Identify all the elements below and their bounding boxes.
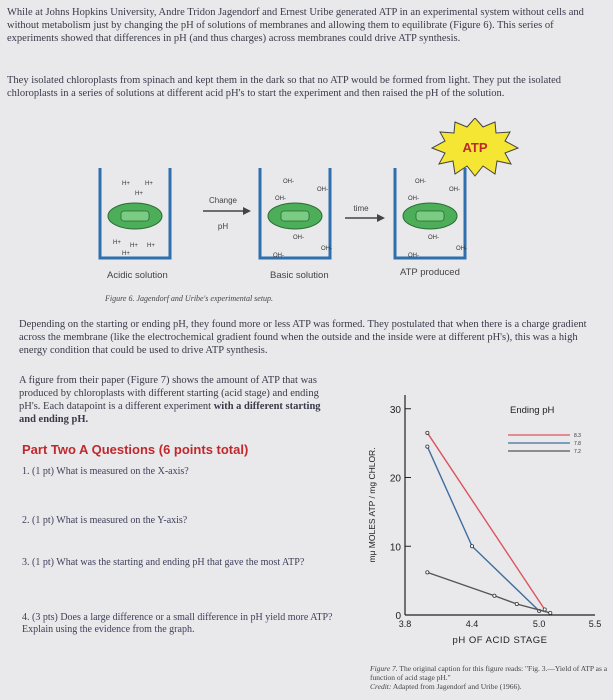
x-axis-label: pH OF ACID STAGE	[452, 635, 548, 646]
y-tick-label: 20	[389, 473, 401, 485]
p4-bold: with a different starting and ending pH.	[19, 401, 321, 425]
x-tick-label: 5.0	[532, 619, 546, 629]
oh-ion: OH-	[317, 187, 328, 193]
atp-produced-label: ATP produced	[400, 267, 460, 278]
oh-ion: OH-	[408, 196, 419, 202]
basic-solution-label: Basic solution	[270, 270, 329, 281]
data-point	[549, 611, 552, 614]
h-ion: H+	[147, 243, 155, 249]
atp-burst	[432, 118, 518, 176]
beaker-acidic	[100, 168, 170, 258]
x-tick-label: 4.4	[465, 619, 479, 629]
beaker-basic	[260, 168, 332, 259]
legend-label: 7.8	[574, 441, 581, 447]
oh-ion: OH-	[428, 235, 439, 241]
oh-ion: OH-	[275, 196, 286, 202]
chart-series	[426, 431, 552, 614]
x-tick-label: 5.5	[588, 619, 602, 629]
question-4: 4. (3 pts) Does a large difference or a small difference in pH yield more ATP? Explain using the evidence from the graph.	[22, 612, 333, 635]
chart-legend	[508, 405, 581, 455]
change-label: Change	[208, 196, 238, 205]
h-ion: H+	[113, 240, 121, 246]
legend-label: 7.2	[574, 449, 581, 455]
y-tick-label: 30	[389, 404, 401, 416]
figure-7-credit-text: Adapted from Jagendorf and Uribe (1966).	[392, 682, 522, 691]
h-ion: H+	[145, 181, 153, 187]
h-ion: H+	[135, 191, 143, 197]
atp-burst-label: ATP	[462, 140, 488, 155]
question-1: 1. (1 pt) What is measured on the X-axis?	[22, 466, 189, 477]
questions-heading: Part Two A Questions (6 points total)	[22, 442, 249, 457]
intro-paragraph-2: They isolated chloroplasts from spinach and kept them in the dark so that no ATP would be formed from light. They put the isolated chloroplasts in a series of solutions at different acid pH's to start the experiment and then raised the pH of the solution.	[7, 75, 562, 99]
oh-ion: OH-	[293, 235, 304, 241]
series-line-8-3	[427, 433, 544, 610]
question-2: 2. (1 pt) What is measured on the Y-axis?	[22, 515, 188, 526]
y-tick-label: 0	[395, 611, 401, 622]
figure-7-chart	[360, 375, 610, 660]
figure-6-caption	[105, 294, 273, 303]
figure-7-caption-text: The original caption for this figure reads: "Fig. 3.—Yield of ATP as a function of acid stage pH."	[370, 664, 608, 682]
arrow-right-icon	[377, 214, 385, 222]
oh-ion: OH-	[273, 253, 284, 259]
series-line-7-2	[427, 572, 550, 613]
figure-6-caption-lead: Figure 6.	[105, 294, 135, 303]
chart-axes	[367, 395, 601, 646]
data-point	[493, 594, 496, 597]
beaker-atp	[395, 168, 467, 259]
oh-ion: OH-	[408, 253, 419, 259]
legend-title: Ending pH	[510, 405, 555, 416]
legend-label: 8.3	[574, 433, 581, 439]
time-label: time	[353, 204, 369, 213]
data-point	[426, 431, 429, 434]
body-paragraph-3: Depending on the starting or ending pH, they found more or less ATP was formed. They postulated that when there is a charge gradient across the membrane (like the electrochemical gradient found when the outside and the inside were at different pH's), this was a high energy condition that could be used to drive ATP synthesis.	[19, 319, 587, 356]
p4-plain: A figure from their paper (Figure 7) shows the amount of ATP that was produced by chloroplasts with different starting (acid stage) and ending pH's. Each datapoint is a different experiment	[19, 375, 319, 412]
question-3: 3. (1 pt) What was the starting and ending pH that gave the most ATP?	[22, 557, 305, 568]
data-point	[426, 571, 429, 574]
figure-7-caption-lead: Figure 7.	[370, 664, 398, 673]
series-line-7-8	[427, 447, 539, 611]
h-ion: H+	[130, 243, 138, 249]
data-point	[470, 545, 473, 548]
body-paragraph-4	[19, 374, 339, 426]
figure-7-caption	[370, 664, 610, 691]
arrow-right-icon	[243, 207, 251, 215]
figure-7-credit-lead: Credit:	[370, 682, 392, 691]
figure-6-caption-text: Jagendorf and Uribe's experimental setup.	[136, 294, 274, 303]
oh-ion: OH-	[283, 179, 294, 185]
y-tick-label: 10	[389, 542, 401, 554]
oh-ion: OH-	[449, 187, 460, 193]
oh-ion: OH-	[456, 246, 467, 252]
oh-ion: OH-	[321, 246, 332, 252]
h-ion: H+	[122, 251, 130, 257]
figure-6-diagram	[95, 118, 535, 283]
data-point	[515, 602, 518, 605]
y-axis-label: mμ MOLES ATP / mg CHLOR.	[367, 447, 377, 563]
acidic-solution-label: Acidic solution	[107, 270, 168, 281]
data-point	[426, 445, 429, 448]
x-tick-label: 3.8	[398, 619, 412, 629]
intro-paragraph-1: While at Johns Hopkins University, Andre Tridon Jagendorf and Ernest Uribe generated ATP in an experimental system without cells and without metabolism just by changing the pH of solutions of membranes and allowing them to equilibrate (Figure 6). This series of experiments showed that differences in pH (and thus charges) across membranes could drive ATP synthesis.	[7, 7, 584, 44]
oh-ion: OH-	[415, 179, 426, 185]
h-ion: H+	[122, 181, 130, 187]
ph-label: pH	[217, 222, 229, 231]
